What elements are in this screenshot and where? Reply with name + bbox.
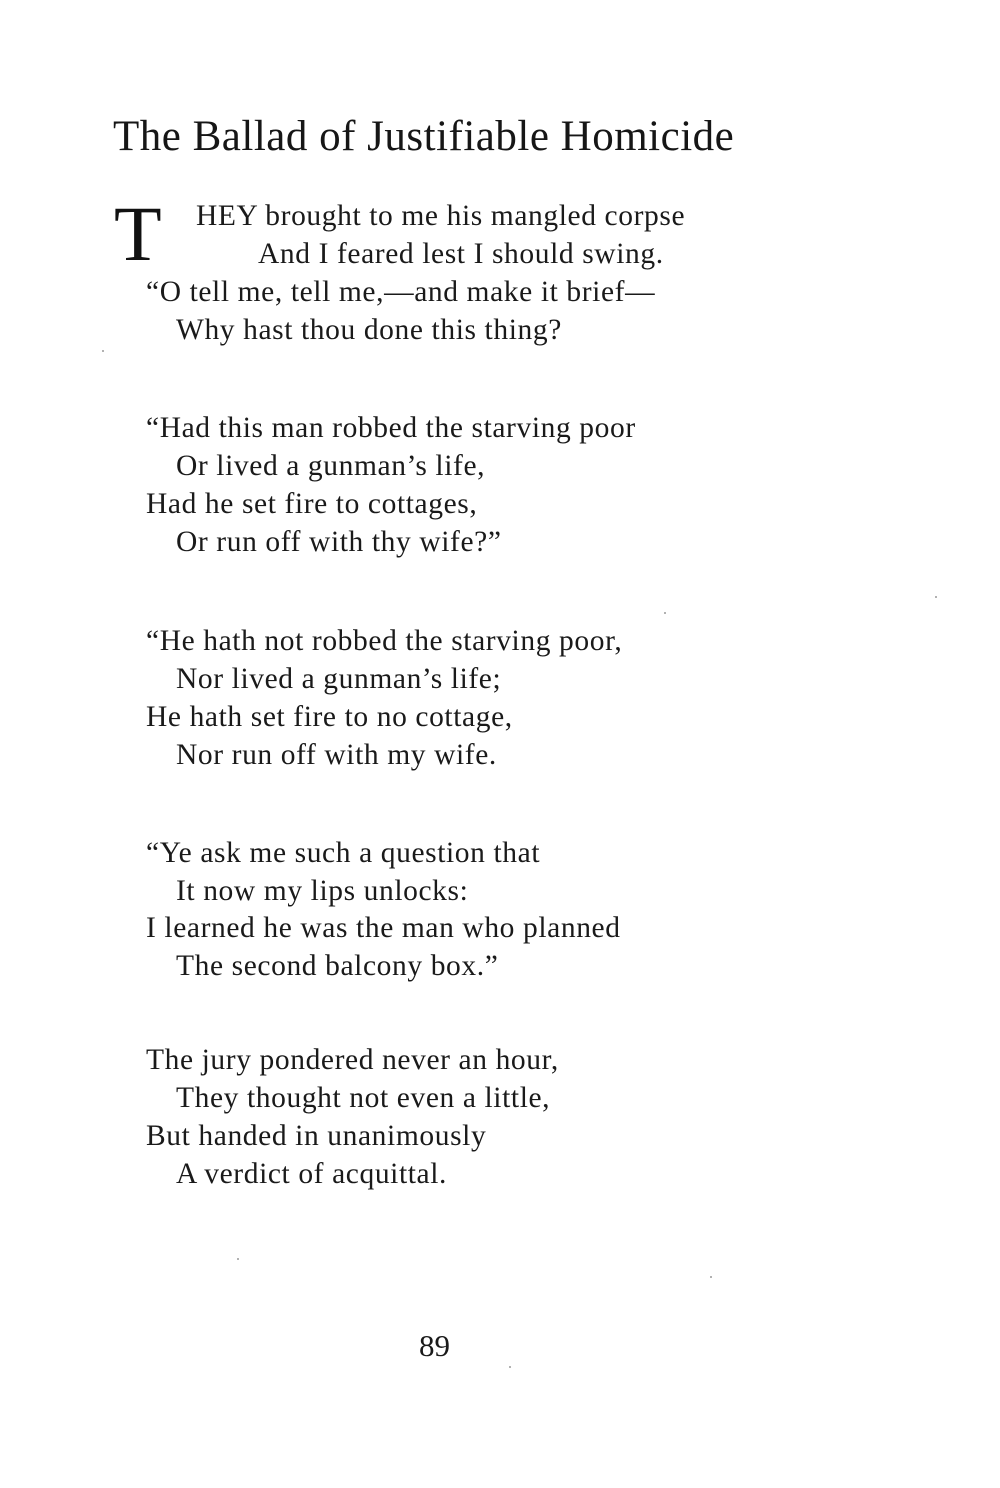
scan-speck (102, 350, 104, 352)
page-number: 89 (419, 1328, 450, 1363)
stanza-2-line-1: “Had this man robbed the starving poor (146, 412, 636, 444)
stanza-3-line-4: Nor run off with my wife. (176, 739, 497, 771)
scan-speck (509, 1366, 511, 1368)
stanza-2-line-3: Had he set fire to cottages, (146, 488, 478, 520)
stanza-3-line-2: Nor lived a gunman’s life; (176, 663, 502, 695)
poem-title: The Ballad of Justifiable Homicide (113, 113, 735, 160)
stanza-5-line-1: The jury pondered never an hour, (146, 1044, 559, 1076)
scan-speck (664, 612, 666, 614)
stanza-4-line-1: “Ye ask me such a question that (146, 837, 541, 869)
stanza-3-line-3: He hath set fire to no cottage, (146, 701, 513, 733)
stanza-3-line-1: “He hath not robbed the starving poor, (146, 625, 623, 657)
stanza-5-line-4: A verdict of acquittal. (176, 1158, 448, 1190)
stanza-4-line-3: I learned he was the man who planned (146, 912, 621, 944)
scan-speck (935, 596, 937, 598)
drop-cap: T (114, 190, 162, 277)
stanza-5-line-2: They thought not even a little, (176, 1082, 551, 1114)
scan-speck (237, 1258, 239, 1260)
stanza-1-line-3: “O tell me, tell me,—and make it brief— (146, 276, 656, 308)
scan-speck (710, 1276, 712, 1278)
stanza-1-line-4: Why hast thou done this thing? (176, 314, 562, 346)
stanza-4-line-2: It now my lips unlocks: (176, 875, 469, 907)
stanza-2-line-4: Or run off with thy wife?” (176, 526, 502, 558)
stanza-4-line-4: The second balcony box.” (176, 950, 499, 982)
stanza-5-line-3: But handed in unanimously (146, 1120, 487, 1152)
stanza-2-line-2: Or lived a gunman’s life, (176, 450, 486, 482)
stanza-1-line-1: HEY brought to me his mangled corpse (196, 200, 686, 232)
stanza-1-line-2: And I feared lest I should swing. (258, 238, 664, 270)
